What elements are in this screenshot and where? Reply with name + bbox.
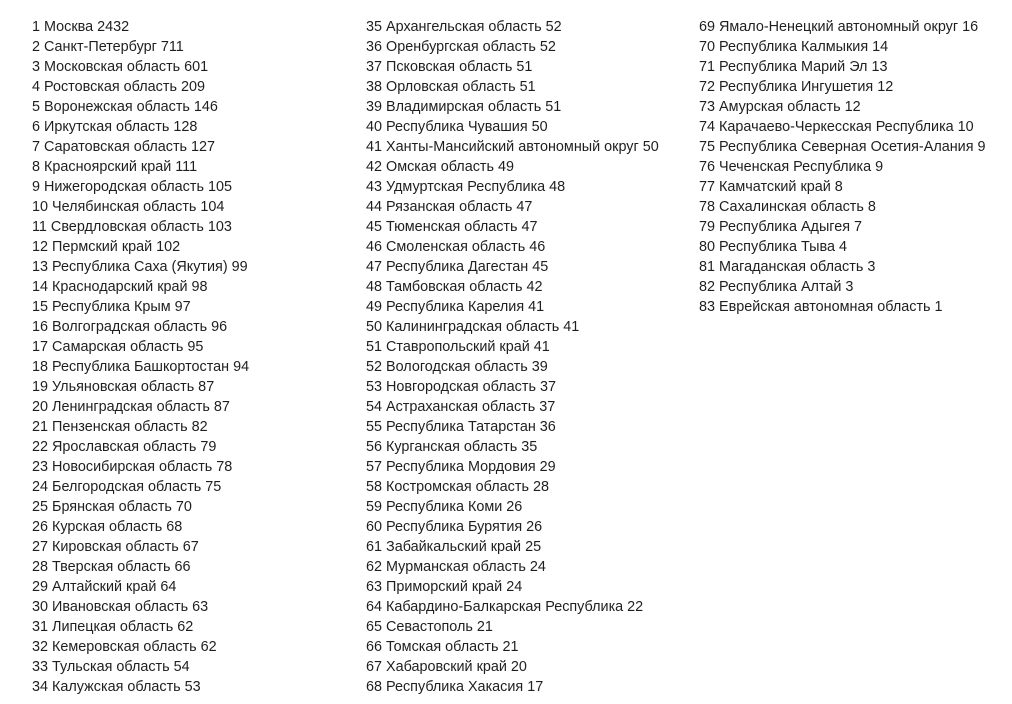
list-item: 64 Кабардино-Балкарская Республика 22 <box>366 599 644 615</box>
list-item: 21 Пензенская область 82 <box>32 419 208 435</box>
list-column-3 <box>699 17 986 317</box>
list-item: 5 Воронежская область 146 <box>32 99 218 115</box>
list-item: 82 Республика Алтай 3 <box>699 279 854 295</box>
list-item: 39 Владимирская область 51 <box>366 99 562 115</box>
list-item: 15 Республика Крым 97 <box>32 299 191 315</box>
list-item: 28 Тверская область 66 <box>32 559 191 575</box>
list-item: 73 Амурская область 12 <box>699 99 861 115</box>
list-item: 20 Ленинградская область 87 <box>32 399 230 415</box>
list-item: 58 Костромская область 28 <box>366 479 549 495</box>
list-item: 68 Республика Хакасия 17 <box>366 679 544 695</box>
list-item: 36 Оренбургская область 52 <box>366 39 556 55</box>
list-item: 51 Ставропольский край 41 <box>366 339 550 355</box>
list-item: 60 Республика Бурятия 26 <box>366 519 543 535</box>
list-item: 13 Республика Саха (Якутия) 99 <box>32 259 248 275</box>
list-item: 27 Кировская область 67 <box>32 539 199 555</box>
list-item: 72 Республика Ингушетия 12 <box>699 79 894 95</box>
list-item: 4 Ростовская область 209 <box>32 79 205 95</box>
list-item: 7 Саратовская область 127 <box>32 139 216 155</box>
list-item: 45 Тюменская область 47 <box>366 219 538 235</box>
list-item: 24 Белгородская область 75 <box>32 479 222 495</box>
list-item: 49 Республика Карелия 41 <box>366 299 545 315</box>
list-item: 22 Ярославская область 79 <box>32 439 217 455</box>
list-item: 47 Республика Дагестан 45 <box>366 259 549 275</box>
list-item: 1 Москва 2432 <box>32 19 130 35</box>
list-item: 52 Вологодская область 39 <box>366 359 548 375</box>
list-item: 62 Мурманская область 24 <box>366 559 546 575</box>
list-item: 33 Тульская область 54 <box>32 659 190 675</box>
list-item: 66 Томская область 21 <box>366 639 519 655</box>
list-item: 50 Калининградская область 41 <box>366 319 580 335</box>
list-item: 38 Орловская область 51 <box>366 79 536 95</box>
list-column-1 <box>32 17 249 697</box>
list-item: 6 Иркутская область 128 <box>32 119 198 135</box>
list-item: 42 Омская область 49 <box>366 159 514 175</box>
list-item: 34 Калужская область 53 <box>32 679 201 695</box>
list-item: 56 Курганская область 35 <box>366 439 538 455</box>
list-item: 61 Забайкальский край 25 <box>366 539 542 555</box>
list-item: 70 Республика Калмыкия 14 <box>699 39 889 55</box>
list-item: 77 Камчатский край 8 <box>699 179 843 195</box>
list-item: 57 Республика Мордовия 29 <box>366 459 556 475</box>
list-item: 18 Республика Башкортостан 94 <box>32 359 250 375</box>
list-item: 65 Севастополь 21 <box>366 619 493 635</box>
list-item: 83 Еврейская автономная область 1 <box>699 299 943 315</box>
list-item: 79 Республика Адыгея 7 <box>699 219 863 235</box>
list-item: 40 Республика Чувашия 50 <box>366 119 548 135</box>
list-item: 76 Чеченская Республика 9 <box>699 159 884 175</box>
list-item: 69 Ямало-Ненецкий автономный округ 16 <box>699 19 979 35</box>
list-item: 10 Челябинская область 104 <box>32 199 225 215</box>
list-item: 78 Сахалинская область 8 <box>699 199 876 215</box>
list-item: 30 Ивановская область 63 <box>32 599 209 615</box>
list-item: 23 Новосибирская область 78 <box>32 459 233 475</box>
list-item: 41 Ханты-Мансийский автономный округ 50 <box>366 139 659 155</box>
list-item: 29 Алтайский край 64 <box>32 579 177 595</box>
list-item: 67 Хабаровский край 20 <box>366 659 527 675</box>
list-item: 37 Псковская область 51 <box>366 59 533 75</box>
list-item: 46 Смоленская область 46 <box>366 239 546 255</box>
list-item: 9 Нижегородская область 105 <box>32 179 232 195</box>
list-item: 44 Рязанская область 47 <box>366 199 533 215</box>
list-item: 74 Карачаево-Черкесская Республика 10 <box>699 119 974 135</box>
list-item: 14 Краснодарский край 98 <box>32 279 208 295</box>
list-item: 3 Московская область 601 <box>32 59 209 75</box>
list-item: 53 Новгородская область 37 <box>366 379 556 395</box>
list-item: 19 Ульяновская область 87 <box>32 379 215 395</box>
list-item: 63 Приморский край 24 <box>366 579 523 595</box>
list-item: 59 Республика Коми 26 <box>366 499 523 515</box>
list-column-2 <box>366 17 659 697</box>
list-item: 81 Магаданская область 3 <box>699 259 876 275</box>
list-item: 80 Республика Тыва 4 <box>699 239 847 255</box>
list-item: 71 Республика Марий Эл 13 <box>699 59 888 75</box>
list-item: 48 Тамбовская область 42 <box>366 279 543 295</box>
list-item: 43 Удмуртская Республика 48 <box>366 179 566 195</box>
list-item: 12 Пермский край 102 <box>32 239 181 255</box>
list-item: 16 Волгоградская область 96 <box>32 319 228 335</box>
list-item: 2 Санкт-Петербург 711 <box>32 39 184 55</box>
list-item: 25 Брянская область 70 <box>32 499 192 515</box>
list-item: 32 Кемеровская область 62 <box>32 639 217 655</box>
list-item: 17 Самарская область 95 <box>32 339 204 355</box>
list-item: 75 Республика Северная Осетия-Алания 9 <box>699 139 986 155</box>
list-item: 35 Архангельская область 52 <box>366 19 562 35</box>
list-item: 55 Республика Татарстан 36 <box>366 419 556 435</box>
list-item: 11 Свердловская область 103 <box>32 219 232 235</box>
list-item: 26 Курская область 68 <box>32 519 183 535</box>
list-item: 8 Красноярский край 111 <box>32 159 198 175</box>
list-item: 54 Астраханская область 37 <box>366 399 556 415</box>
list-item: 31 Липецкая область 62 <box>32 619 194 635</box>
